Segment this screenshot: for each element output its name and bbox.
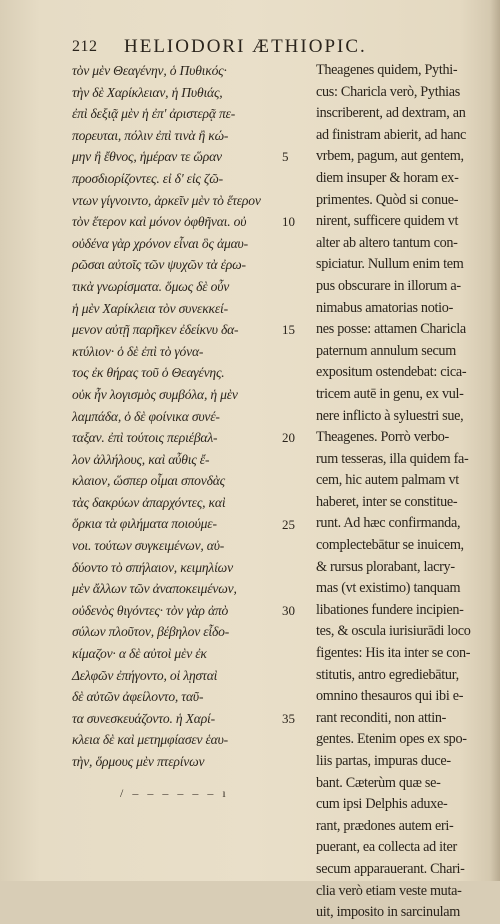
latin-text-line: & rursus plorabant, lacry-	[316, 558, 455, 575]
greek-text-line: δύοντο τὸ σπήλαιον, κειμηλίων	[72, 559, 233, 575]
line-number: 25	[282, 516, 295, 532]
line-number: 10	[282, 214, 295, 230]
latin-text-line: tricem autē in genu, ex vul-	[316, 385, 464, 402]
greek-text-line: οὐδένα γὰρ χρόνον εἶναι ὃς ἀμαυ-	[72, 235, 248, 251]
latin-text-line: gentes. Etenim opes ex spo-	[316, 731, 467, 748]
greek-text-line: μὲν ἄλλων τῶν ἀναποκειμένων,	[72, 581, 237, 597]
latin-text-line: inscriberent, ad dextram, an	[316, 105, 466, 122]
greek-text-column	[72, 60, 284, 773]
greek-text-line: δὲ αὐτῶν ἀφείλοντο, ταῦ-	[72, 689, 204, 705]
latin-text-column	[316, 60, 496, 924]
latin-text-line: liis partas, impuras duce-	[316, 753, 451, 769]
latin-text-line: rant, prædones autem eri-	[316, 817, 454, 834]
latin-text-line: pus obscurare in illorum a-	[316, 277, 461, 294]
greek-text-line: μην ἢ ἔθνος, ἡμέραν τε ὥραν	[72, 149, 222, 165]
latin-text-line: nimabus amatorias notio-	[316, 299, 454, 316]
latin-text-line: diem insuper & horam ex-	[316, 169, 459, 186]
page-number: 212	[72, 38, 98, 55]
greek-text-line: κλεια δὲ καὶ μετημφίασεν ἑαυ-	[72, 732, 228, 748]
line-number: 15	[282, 322, 295, 338]
latin-text-line: Theagenes quidem, Pythi-	[316, 62, 458, 78]
page-edge-shadow	[490, 0, 500, 881]
greek-text-line: ἡ μὲν Χαρίκλεια τὸν συνεκκεί-	[72, 300, 228, 316]
greek-text-line: πορευται, πόλιν ἐπὶ τινὰ ἢ κώ-	[72, 127, 229, 143]
latin-text-line: bant. Cæterùm quæ se-	[316, 774, 441, 791]
greek-text-line: τὰς δακρύων ἀπαρχόντες, καὶ	[72, 494, 226, 510]
greek-text-line: ἐπὶ δεξιᾷ μὲν ἡ ἐπ' ἀριστερᾷ πε-	[72, 106, 236, 122]
greek-text-line: Δελφῶν ἐπήγοντο, οἱ λῃσταὶ	[72, 667, 218, 683]
latin-text-line: rum tesseras, illa quidem fa-	[316, 450, 469, 467]
greek-text-line: τὴν δὲ Χαρίκλειαν, ἡ Πυθιάς,	[72, 84, 223, 100]
footer-signature-mark: / ‒ ‒ ‒ ‒ ‒ ‒ ı	[120, 786, 229, 800]
greek-text-line: ὅρκια τὰ φιλήματα ποιούμε-	[72, 516, 217, 532]
greek-text-line: τὴν, ὅρμους μὲν πτερίνων	[72, 754, 205, 769]
latin-text-line: ad finistram abierit, ad hanc	[316, 126, 467, 143]
latin-text-line: omnino thesauros qui ibi e-	[316, 688, 464, 705]
latin-text-line: nes posse: attamen Charicla	[316, 321, 466, 338]
latin-text-line: vrbem, pagum, aut gentem,	[316, 148, 464, 165]
latin-text-line: alter ab altero tantum con-	[316, 234, 458, 251]
line-number: 5	[282, 149, 289, 165]
greek-text-line: οὐκ ἦν λογισμὸς συμβόλα, ἡ μὲν	[72, 386, 238, 402]
latin-text-line: libationes fundere incipien-	[316, 601, 464, 618]
greek-text-line: ρῶσαι αὐτοῖς τῶν ψυχῶν τὰ ἐρω-	[72, 257, 246, 273]
latin-text-line: spiciatur. Nullum enim tem	[316, 256, 464, 273]
latin-text-line: puerant, ea collecta ad iter	[316, 839, 457, 856]
greek-text-line: λαμπάδα, ὁ δὲ φοίνικα συνέ-	[72, 408, 220, 424]
latin-text-line: haberet, inter se constitue-	[316, 493, 458, 510]
greek-text-line: λον ἀλλήλους, καὶ αὖθις ἔ-	[72, 451, 210, 467]
latin-text-line: complectebātur se inuicem,	[316, 537, 464, 554]
latin-text-line: nirent, sufficere quidem vt	[316, 213, 459, 230]
running-title: HELIODORI ÆTHIOPIC.	[124, 36, 367, 57]
greek-text-line: ταξαν. ἐπὶ τούτοις περιέβαλ-	[72, 430, 218, 446]
latin-text-line: mas (vt existimo) tanquam	[316, 580, 461, 597]
greek-text-line: τα συνεσκευάζοντο. ἡ Χαρί-	[72, 710, 215, 726]
latin-text-line: secum apparauerant. Chari-	[316, 860, 465, 877]
greek-text-line: οὐδενὸς θιγόντες· τὸν γὰρ ἀπὸ	[72, 602, 229, 618]
latin-text-line: uit, imposito in sarcinulam	[316, 904, 461, 921]
line-number: 20	[282, 430, 295, 446]
latin-text-line: Theagenes. Porrò verbo-	[316, 429, 449, 446]
greek-text-line: τὸν μὲν Θεαγένην, ὁ Πυθικός·	[72, 63, 227, 78]
greek-text-line: κτύλιον· ὁ δὲ ἐπὶ τὸ γόνα-	[72, 343, 204, 359]
line-number: 35	[282, 711, 295, 726]
latin-text-line: expositum ostendebat: cica-	[316, 364, 467, 381]
latin-text-line: cem, hic autem palmam vt	[316, 472, 459, 489]
greek-text-line: μενον αὐτῇ παρῆκεν ἐδείκνυ δα-	[72, 322, 239, 338]
latin-text-line: cus: Charicla verò, Pythias	[316, 83, 460, 100]
latin-text-line: nere inflicto à syluestri sue,	[316, 407, 464, 424]
line-number: 30	[282, 603, 295, 618]
latin-text-line: cum ipsi Delphis aduxe-	[316, 796, 448, 813]
greek-text-line: προσδιορίζοντες. εἰ δ' εἰς ζῶ-	[72, 170, 223, 186]
page-header	[68, 36, 482, 58]
latin-text-line: paternum annulum secum	[316, 342, 456, 359]
greek-text-line: κλαιον, ὥσπερ οἶμαι σπονδὰς	[72, 473, 225, 489]
greek-text-line: τικὰ γνωρίσματα. ὅμως δὲ οὖν	[72, 278, 230, 294]
greek-text-line: τος ἐκ θήρας τοῦ ὁ Θεαγένης.	[72, 365, 225, 381]
greek-text-line: ντων γίγνοιντο, ἀρκεῖν μὲν τὸ ἕτερον	[72, 192, 261, 208]
latin-text-line: clia verò etiam veste muta-	[316, 882, 462, 899]
latin-text-line: runt. Ad hæc confirmanda,	[316, 515, 461, 532]
latin-text-line: figentes: His ita inter se con-	[316, 645, 471, 662]
latin-text-line: tes, & oscula iurisiurādi loco	[316, 623, 471, 640]
latin-text-line: stitutis, antro egrediebātur,	[316, 666, 459, 683]
greek-text-line: σύλων πλοῦτον, βέβηλον εἶδο-	[72, 624, 230, 640]
greek-text-line: νοι. τούτων συγκειμένων, αὐ-	[72, 538, 225, 554]
greek-text-line: τὸν ἕτερον καὶ μόνον ὀφθῆναι. οὐ	[72, 214, 247, 230]
latin-text-line: primentes. Quòd si conue-	[316, 191, 459, 208]
latin-text-line: rant reconditi, non attin-	[316, 709, 447, 726]
greek-text-line: κίμαζον· α δὲ αὐτοὶ μὲν ἐκ	[72, 646, 207, 662]
